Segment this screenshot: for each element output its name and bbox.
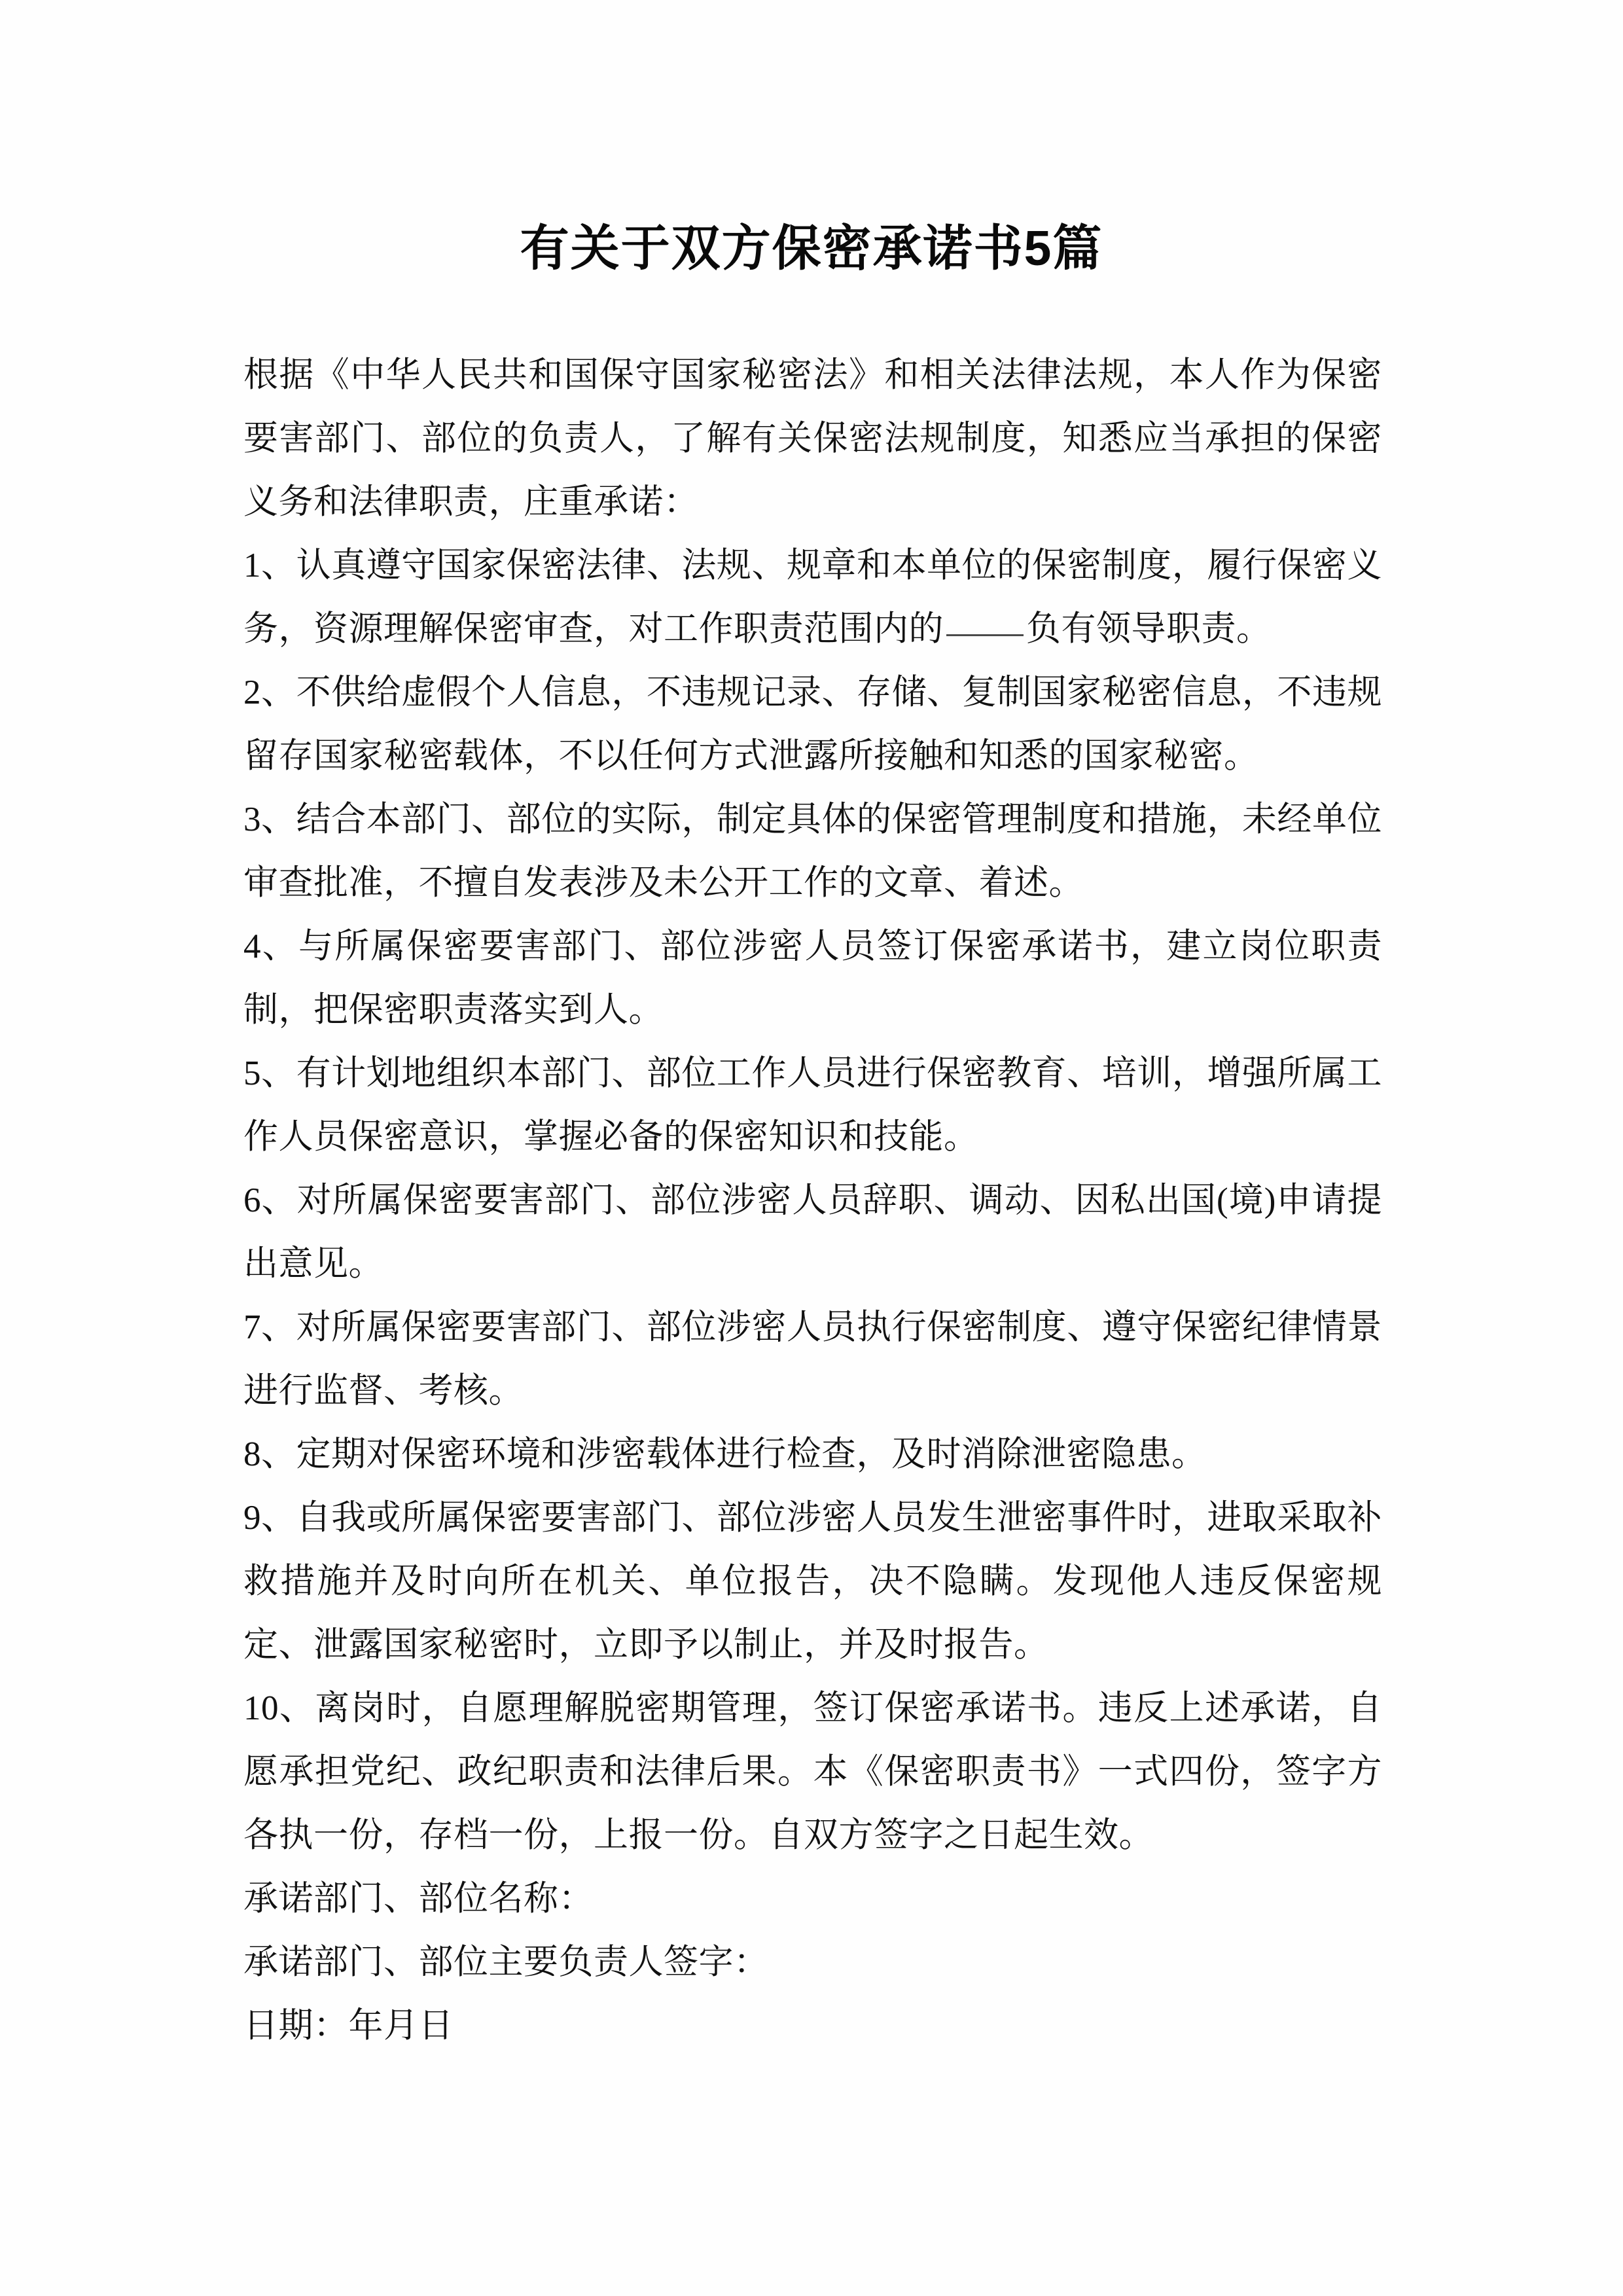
clause-text: 定期对保密环境和涉密载体进行检查，及时消除泄密隐患。 — [296, 1435, 1207, 1473]
clause-text: 自我或所属保密要害部门、部位涉密人员发生泄密事件时，进取采取补救措施并及时向所在机关、单位报告，决不隐瞒。发现他人违反保密规定、泄露国家秘密时，立即予以制止，并及时报告。 — [243, 1499, 1382, 1664]
signature-date-line: 日期：年月日 — [243, 2007, 454, 2045]
clause-number: 6、 — [243, 1181, 297, 1219]
clause-number: 5、 — [243, 1054, 296, 1092]
signature-responsible-person-line: 承诺部门、部位主要负责人签字： — [243, 1943, 769, 1981]
clause-number: 2、 — [243, 673, 296, 711]
clause-text: 对所属保密要害部门、部位涉密人员辞职、调动、因私出国(境)申请提出意见。 — [243, 1181, 1382, 1283]
preamble-paragraph: 根据《中华人民共和国保守国家秘密法》和相关法律法规，本人作为保密要害部门、部位的负责人，了解有关保密法规制度，知悉应当承担的保密义务和法律职责，庄重承诺： — [243, 356, 1382, 521]
page-title: 有关于双方保密承诺书5篇 — [520, 221, 1103, 276]
clause-text-before-blank: 认真遵守国家保密法律、法规、规章和本单位的保密制度，履行保密义务，资源理解保密审查，对工作职责范围内的 — [243, 547, 1382, 648]
clause-number: 4、 — [243, 927, 299, 965]
clause-item — [243, 1169, 1382, 1296]
clause-text: 离岗时，自愿理解脱密期管理，签订保密承诺书。违反上述承诺，自愿承担党纪、政纪职责和法律后果。本《保密职责书》一式四份，签字方各执一份，存档一份，上报一份。自双方签字之日起生效。 — [243, 1689, 1383, 1854]
signature-department-name-line: 承诺部门、部位名称： — [243, 1880, 594, 1918]
clause-text: 对所属保密要害部门、部位涉密人员执行保密制度、遵守保密纪律情景进行监督、考核。 — [243, 1308, 1382, 1410]
clause-item — [243, 661, 1382, 788]
clause-text: 结合本部门、部位的实际，制定具体的保密管理制度和措施，未经单位审查批准，不擅自发表涉及未公开工作的文章、着述。 — [243, 800, 1382, 902]
clause-item — [243, 1296, 1382, 1423]
fill-in-blank[interactable] — [946, 634, 1024, 636]
clause-item — [243, 915, 1382, 1042]
clause-text-after-blank: 负有领导职责。 — [1026, 610, 1272, 648]
clause-item — [243, 534, 1382, 661]
clause-number: 9、 — [243, 1499, 296, 1537]
clause-item — [243, 1423, 1382, 1486]
clause-item — [243, 788, 1382, 915]
clause-text: 有计划地组织本部门、部位工作人员进行保密教育、培训，增强所属工作人员保密意识，掌握必备的保密知识和技能。 — [243, 1054, 1382, 1156]
clause-text: 不供给虚假个人信息，不违规记录、存储、复制国家秘密信息，不违规留存国家秘密载体，不以任何方式泄露所接触和知悉的国家秘密。 — [243, 673, 1382, 775]
clause-number: 10、 — [243, 1689, 315, 1727]
clause-number: 1、 — [243, 547, 296, 584]
clause-number: 7、 — [243, 1308, 296, 1346]
clause-item — [243, 1042, 1382, 1169]
clause-item — [243, 1486, 1382, 1677]
clause-number: 3、 — [243, 800, 296, 838]
clause-number: 8、 — [243, 1435, 296, 1473]
document-body — [243, 344, 1382, 2058]
clause-item — [243, 1677, 1382, 1867]
signature-block — [243, 1867, 1382, 2058]
clause-text: 与所属保密要害部门、部位涉密人员签订保密承诺书，建立岗位职责制，把保密职责落实到人。 — [243, 927, 1383, 1029]
